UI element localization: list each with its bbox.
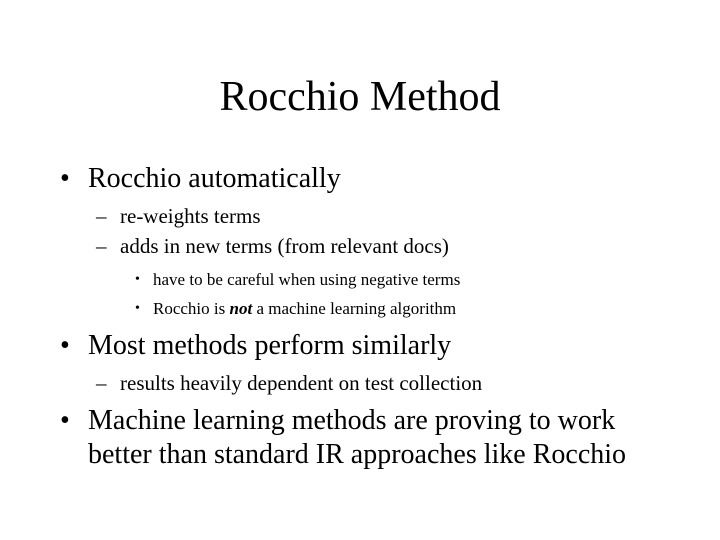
subsub-bullet-text — [153, 298, 456, 320]
text-before: Rocchio is — [153, 299, 230, 318]
bullet-text-line2: better than standard IR approaches like Rocchio — [88, 439, 627, 470]
bullet-text: Rocchio automatically — [88, 163, 341, 194]
bullet-text-line1: Machine learning methods are proving to work — [88, 405, 616, 436]
bullet-marker: • — [135, 301, 140, 316]
sub-bullet-text: re-weights terms — [120, 204, 261, 228]
sub-bullet-text: results heavily dependent on test collection — [120, 371, 483, 395]
bullet-marker: • — [60, 405, 70, 436]
text-after: a machine learning algorithm — [252, 299, 457, 318]
dash-marker: – — [96, 234, 107, 258]
dash-marker: – — [96, 371, 107, 395]
emphasis-not: not — [229, 299, 253, 318]
dash-marker: – — [96, 204, 107, 228]
sub-bullet-text: adds in new terms (from relevant docs) — [120, 234, 449, 258]
slide-title: Rocchio Method — [219, 74, 501, 120]
bullet-text: Most methods perform similarly — [88, 330, 452, 361]
bullet-marker: • — [135, 272, 140, 287]
subsub-bullet-text: have to be careful when using negative terms — [153, 270, 461, 289]
bullet-marker: • — [60, 163, 70, 194]
bullet-marker: • — [60, 330, 70, 361]
